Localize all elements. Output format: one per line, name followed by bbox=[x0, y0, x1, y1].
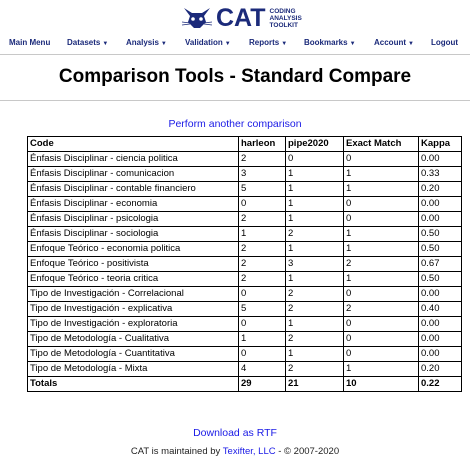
chevron-down-icon: ▼ bbox=[349, 41, 356, 47]
table-cell: 1 bbox=[344, 167, 419, 182]
column-header: pipe2020 bbox=[286, 137, 344, 152]
table-cell: 0.33 bbox=[419, 167, 462, 182]
table-cell: Enfoque Teórico - positivista bbox=[28, 257, 239, 272]
nav-label: Datasets bbox=[67, 38, 101, 47]
nav-label: Logout bbox=[431, 38, 459, 47]
table-cell: 0.50 bbox=[419, 242, 462, 257]
chevron-down-icon: ▼ bbox=[224, 41, 231, 47]
table-cell: 0 bbox=[344, 197, 419, 212]
table-cell: Énfasis Disciplinar - ciencia politica bbox=[28, 152, 239, 167]
table-cell: 1 bbox=[286, 242, 344, 257]
table-cell: 1 bbox=[286, 197, 344, 212]
table-cell: 2 bbox=[286, 287, 344, 302]
table-cell: 0 bbox=[239, 287, 286, 302]
table-cell: 2 bbox=[286, 227, 344, 242]
table-cell: 0 bbox=[344, 347, 419, 362]
table-cell: 0.50 bbox=[419, 272, 462, 287]
footer-prefix: CAT is maintained by bbox=[130, 446, 223, 457]
perform-link-wrap bbox=[0, 114, 470, 132]
table-cell: 29 bbox=[239, 377, 286, 392]
table-header-row bbox=[28, 137, 462, 152]
download-link-wrap bbox=[0, 423, 470, 441]
table-cell: 1 bbox=[286, 347, 344, 362]
perform-another-comparison-link[interactable]: Perform another comparison bbox=[168, 118, 302, 130]
nav-analysis[interactable] bbox=[126, 38, 167, 47]
nav-account[interactable] bbox=[374, 38, 414, 47]
table-row bbox=[28, 272, 462, 287]
texifter-link[interactable]: Texifter, LLC bbox=[222, 446, 276, 457]
table-cell: 0.00 bbox=[419, 287, 462, 302]
table-cell: Enfoque Teórico - economia politica bbox=[28, 242, 239, 257]
table-cell: 0 bbox=[286, 152, 344, 167]
table-cell: Tipo de Metodología - Cuantitativa bbox=[28, 347, 239, 362]
table-cell: 2 bbox=[239, 152, 286, 167]
table-cell: 0.20 bbox=[419, 362, 462, 377]
table-cell: 1 bbox=[286, 167, 344, 182]
table-cell: Totals bbox=[28, 377, 239, 392]
nav-label: Analysis bbox=[126, 38, 159, 47]
table-cell: 4 bbox=[239, 362, 286, 377]
title-divider bbox=[0, 100, 470, 101]
table-cell: Tipo de Metodología - Cualitativa bbox=[28, 332, 239, 347]
column-header: Exact Match bbox=[344, 137, 419, 152]
table-row bbox=[28, 302, 462, 317]
table-cell: 1 bbox=[344, 272, 419, 287]
table-cell: Énfasis Disciplinar - psicologia bbox=[28, 212, 239, 227]
nav-datasets[interactable] bbox=[67, 38, 108, 47]
logo-sub-line: TOOLKIT bbox=[269, 21, 298, 29]
footer-suffix: - © 2007-2020 bbox=[275, 446, 340, 457]
nav-label: Bookmarks bbox=[304, 38, 348, 47]
table-cell: 0.50 bbox=[419, 227, 462, 242]
table-row bbox=[28, 227, 462, 242]
table-cell: 0.20 bbox=[419, 182, 462, 197]
table-cell: 21 bbox=[286, 377, 344, 392]
table-cell: 1 bbox=[344, 362, 419, 377]
table-cell: 1 bbox=[286, 182, 344, 197]
table-body bbox=[28, 152, 462, 377]
table-cell: 1 bbox=[239, 227, 286, 242]
table-cell: 2 bbox=[286, 332, 344, 347]
table-cell: 1 bbox=[344, 227, 419, 242]
table-cell: 0.40 bbox=[419, 302, 462, 317]
logo-wordmark: CAT bbox=[216, 3, 266, 32]
table-cell: 0 bbox=[344, 212, 419, 227]
table-cell: 0 bbox=[239, 317, 286, 332]
chevron-down-icon: ▼ bbox=[102, 41, 109, 47]
table-cell: 2 bbox=[239, 212, 286, 227]
table-cell: 0 bbox=[239, 347, 286, 362]
nav-bookmarks[interactable] bbox=[304, 38, 356, 47]
table-cell: Enfoque Teórico - teoria critica bbox=[28, 272, 239, 287]
table-row bbox=[28, 152, 462, 167]
table-cell: 0 bbox=[344, 152, 419, 167]
chevron-down-icon: ▼ bbox=[408, 41, 414, 47]
main-nav bbox=[0, 38, 470, 52]
table-row bbox=[28, 332, 462, 347]
table-cell: 1 bbox=[286, 272, 344, 287]
table-cell: 0 bbox=[239, 197, 286, 212]
table-cell: Énfasis Disciplinar - sociologia bbox=[28, 227, 239, 242]
page-title: Comparison Tools - Standard Compare bbox=[58, 66, 412, 87]
table-cell: 2 bbox=[239, 242, 286, 257]
logo-sub-line: ANALYSIS bbox=[269, 14, 302, 22]
table-cell: 0 bbox=[344, 332, 419, 347]
table-cell: 2 bbox=[239, 272, 286, 287]
table-row bbox=[28, 317, 462, 332]
table-cell: 0.00 bbox=[419, 197, 462, 212]
nav-validation[interactable] bbox=[185, 38, 231, 47]
chevron-down-icon: ▼ bbox=[281, 41, 288, 47]
nav-logout[interactable] bbox=[431, 38, 458, 47]
table-row bbox=[28, 212, 462, 227]
table-cell: 1 bbox=[239, 332, 286, 347]
table-cell: 0.00 bbox=[419, 212, 462, 227]
table-cell: 1 bbox=[286, 212, 344, 227]
table-cell: Énfasis Disciplinar - comunicacion bbox=[28, 167, 239, 182]
table-cell: 1 bbox=[344, 182, 419, 197]
table-cell: 1 bbox=[286, 317, 344, 332]
table-row bbox=[28, 287, 462, 302]
table-cell: Énfasis Disciplinar - contable financiero bbox=[28, 182, 239, 197]
table-row bbox=[28, 182, 462, 197]
table-cell: 3 bbox=[239, 167, 286, 182]
table-cell: 3 bbox=[286, 257, 344, 272]
logo-sub-line: CODING bbox=[269, 7, 296, 15]
table-cell: Énfasis Disciplinar - economia bbox=[28, 197, 239, 212]
nav-divider bbox=[0, 54, 470, 55]
cat-face-icon bbox=[180, 4, 214, 32]
nav-reports[interactable] bbox=[249, 38, 287, 47]
table-row bbox=[28, 347, 462, 362]
column-header: Kappa bbox=[419, 137, 462, 152]
comparison-table bbox=[27, 136, 462, 392]
table-cell: 0.00 bbox=[419, 332, 462, 347]
totals-row bbox=[28, 377, 462, 392]
chevron-down-icon: ▼ bbox=[160, 41, 167, 47]
table-cell: 1 bbox=[344, 242, 419, 257]
nav-label: Account bbox=[374, 38, 406, 47]
table-row bbox=[28, 362, 462, 377]
table-cell: Tipo de Metodología - Mixta bbox=[28, 362, 239, 377]
table-row bbox=[28, 242, 462, 257]
table-cell: 5 bbox=[239, 182, 286, 197]
column-header: Code bbox=[28, 137, 239, 152]
table-cell: 0 bbox=[344, 287, 419, 302]
table-row bbox=[28, 257, 462, 272]
table-cell: Tipo de Investigación - explicativa bbox=[28, 302, 239, 317]
table-cell: 0 bbox=[344, 317, 419, 332]
nav-label: Reports bbox=[249, 38, 280, 47]
table-cell: 5 bbox=[239, 302, 286, 317]
table-cell: 0.00 bbox=[419, 317, 462, 332]
table-cell: 0.22 bbox=[419, 377, 462, 392]
table-row bbox=[28, 167, 462, 182]
table-cell: Tipo de Investigación - exploratoria bbox=[28, 317, 239, 332]
table-cell: 10 bbox=[344, 377, 419, 392]
logo-subtitle bbox=[270, 8, 302, 29]
table-cell: 2 bbox=[239, 257, 286, 272]
table-cell: 0.67 bbox=[419, 257, 462, 272]
footer bbox=[0, 446, 470, 457]
cat-logo[interactable] bbox=[180, 2, 320, 34]
table-cell: 2 bbox=[286, 302, 344, 317]
table-cell: Tipo de Investigación - Correlacional bbox=[28, 287, 239, 302]
table-cell: 2 bbox=[344, 302, 419, 317]
table-cell: 0.00 bbox=[419, 347, 462, 362]
table-row bbox=[28, 197, 462, 212]
table-cell: 0.00 bbox=[419, 152, 462, 167]
nav-label: Validation bbox=[185, 38, 223, 47]
table-cell: 2 bbox=[344, 257, 419, 272]
nav-main-menu[interactable] bbox=[9, 38, 50, 47]
download-rtf-link[interactable]: Download as RTF bbox=[193, 427, 277, 439]
table-cell: 2 bbox=[286, 362, 344, 377]
nav-label: Main Menu bbox=[9, 38, 51, 47]
column-header: harleon bbox=[239, 137, 286, 152]
